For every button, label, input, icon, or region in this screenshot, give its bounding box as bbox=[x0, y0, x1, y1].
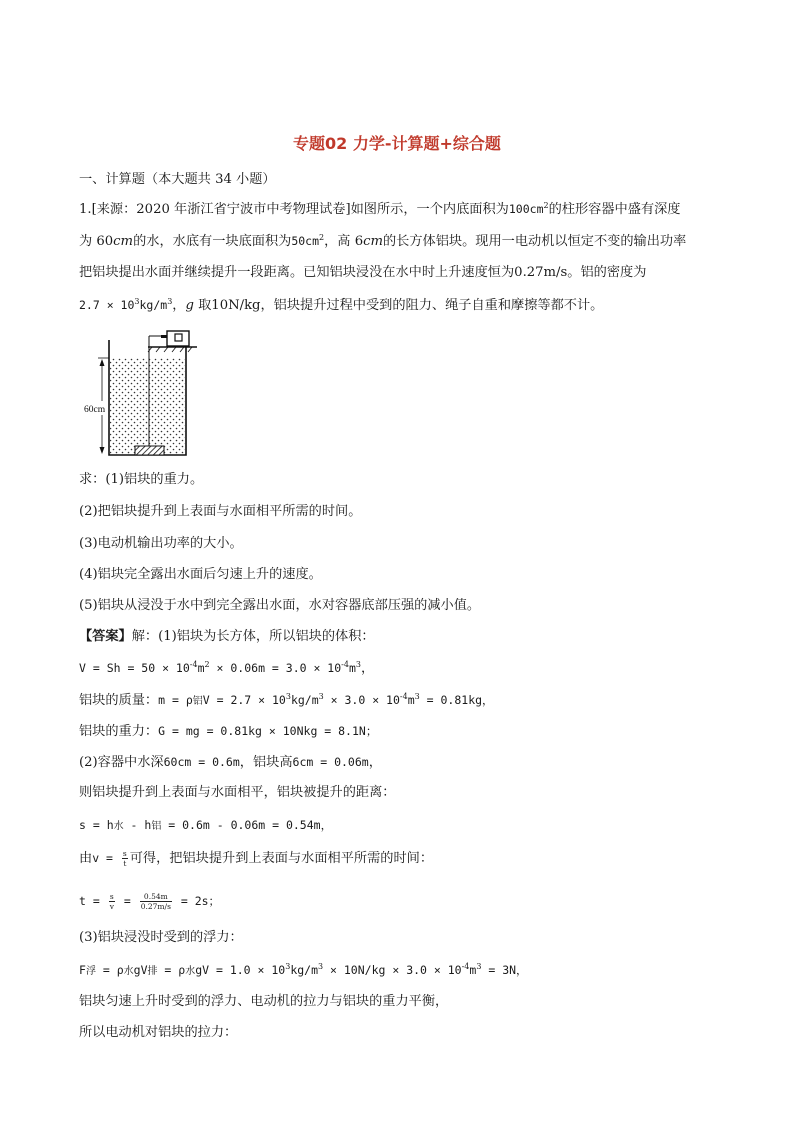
answer-part2-depth: (2)容器中水深60cm = 0.6m，铝块高6cm = 0.06m， bbox=[79, 755, 382, 770]
answer-time-formula: t = $\frac{s}{v}$ = $\frac{0.54m}{0.27m/s}$ = 2s； bbox=[79, 892, 221, 911]
question-1: 求：(1)铝块的重力。 bbox=[79, 472, 204, 487]
answer-label: 【答案】 bbox=[79, 629, 132, 644]
answer-volume: $V = Sh = 50 \times 10^{-4}m^2 \times 0.06m = 3.0 \times 10^{-4}m^3$， bbox=[79, 660, 375, 676]
container-figure bbox=[82, 322, 208, 460]
answer-buoyancy-formula: F浮 = ρ水gV排 = ρ水gV = $1.0 \times 10^3kg/m^3 \times 10N/kg \times 3.0 \times 10^{-4}m^3 = 3N$， bbox=[79, 962, 528, 977]
answer-distance-text: 则铝块提升到上表面与水面相平，铝块被提升的距离： bbox=[79, 785, 396, 800]
problem-line-2: 为 60cm的水，水底有一块底面积为$50cm^2$，高 6cm的长方体铝块。现用一电动机以恒定不变的输出功率 bbox=[79, 233, 687, 249]
question-2: (2)把铝块提升到上表面与水面相平所需的时间。 bbox=[79, 504, 362, 519]
question-3: (3)电动机输出功率的大小。 bbox=[79, 536, 243, 551]
water bbox=[110, 358, 185, 454]
answer-intro: 【答案】解：(1)铝块为长方体，所以铝块的体积： bbox=[79, 629, 375, 644]
answer-balance: 铝块匀速上升时受到的浮力、电动机的拉力与铝块的重力平衡， bbox=[79, 994, 449, 1009]
document-title: 专题02 力学-计算题+综合题 bbox=[293, 134, 501, 153]
problem-line-4: $2.7 \times 10^3kg/m^3$，g 取10N/kg，铝块提升过程中受到的阻力、绳子自重和摩擦等都不计。 bbox=[79, 297, 604, 313]
depth-label: 60cm bbox=[84, 405, 106, 415]
answer-velocity-formula: 由v = $\frac{s}{t}$ 可得，把铝块提升到上表面与水面相平所需的时间： bbox=[79, 849, 434, 868]
answer-distance-formula: s = h水 - h铝 = 0.6m - 0.06m = 0.54m， bbox=[79, 818, 333, 832]
answer-pull: 所以电动机对铝块的拉力： bbox=[79, 1025, 238, 1040]
answer-mass: 铝块的质量：m = ρ铝$V = 2.7 \times 10^3kg/m^3 \times 3.0 \times 10^{-4}m^3 = 0.81kg$， bbox=[79, 692, 494, 708]
question-5: (5)铝块从浸没于水中到完全露出水面，水对容器底部压强的减小值。 bbox=[79, 598, 481, 613]
problem-line-1: 1.[来源：2020 年浙江省宁波市中考物理试卷]如图所示，一个内底面积为$100cm^2$的柱形容器中盛有深度 bbox=[79, 201, 681, 217]
problem-line-3: 把铝块提出水面并继续提升一段距离。已知铝块浸没在水中时上升速度恒为0.27m/s。铝的密度为 bbox=[79, 265, 647, 280]
aluminum-block bbox=[135, 446, 164, 455]
answer-part3: (3)铝块浸没时受到的浮力： bbox=[79, 930, 243, 945]
question-4: (4)铝块完全露出水面后匀速上升的速度。 bbox=[79, 567, 322, 582]
section-heading: 一、计算题（本大题共 34 小题） bbox=[79, 172, 276, 187]
motor-icon bbox=[167, 331, 189, 346]
answer-weight: 铝块的重力：G = mg = 0.81kg × 10Nkg = 8.1N； bbox=[79, 724, 378, 739]
